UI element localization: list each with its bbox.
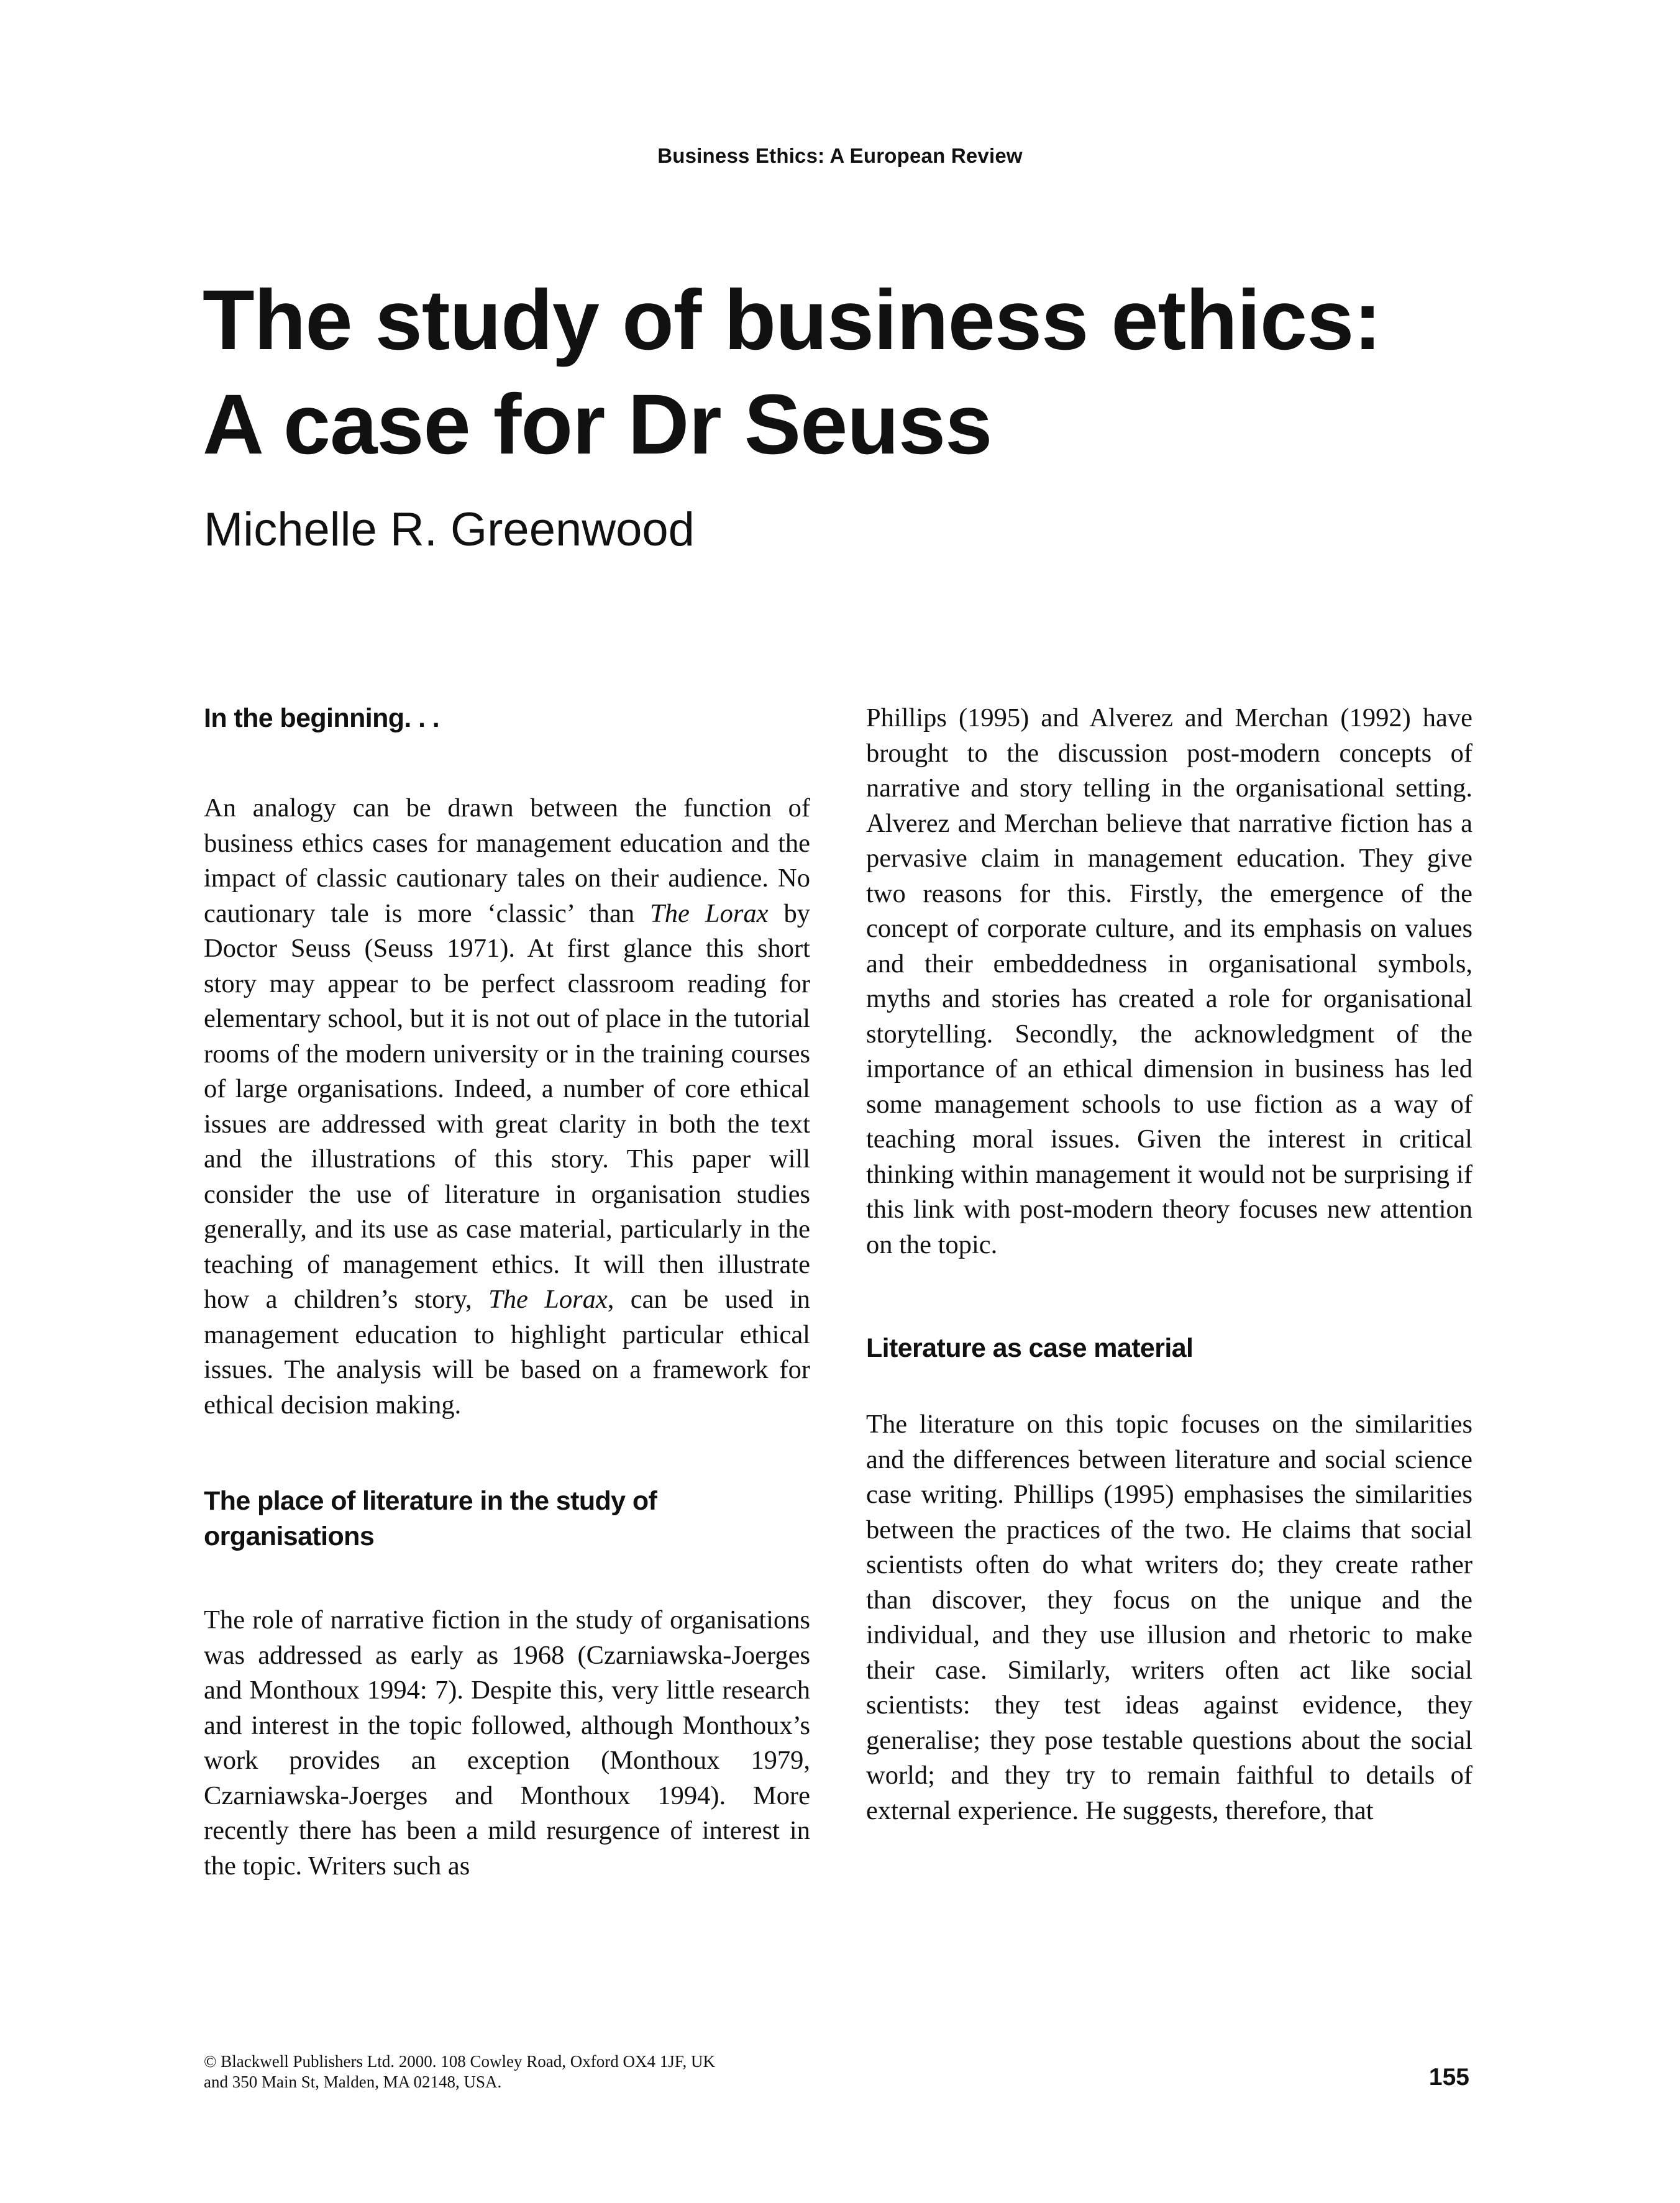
intro-text-b: by Doctor Seuss (Seuss 1971). At first glance this short story may appear to be perfect classroom reading for elementary school, but it is not out of place in the tutorial rooms of the modern university or in the training courses of large organisations. Indeed, a number of core ethical issues are addressed with great clarity in both the text and the illustrations of this story. This paper will consider the use of literature in organisation studies generally, and its use as case material, particularly in the teaching of management ethics. It will then illustrate how a children’s story, xyxy=(204,898,811,1314)
place-of-literature-paragraph: The role of narrative fiction in the study of organisations was addressed as early as 1968 (Czarniawska-Joerges and Monthoux 1994: 7). Despite this, very little research and interest in the topic followed, although Monthoux’s work provides an exception (Monthoux 1979, Czarniawska-Joerges and Monthoux 1994). More recently there has been a mild resurgence of interest in the topic. Writers such as xyxy=(204,1605,810,1881)
right-column xyxy=(866,701,1472,1828)
literature-case-material-paragraph: The literature on this topic focuses on the similarities and the differences between literature and social science case writing. Phillips (1995) emphasises the similarities between the practices of the two. He claims that social scientists often do what writers do; they create rather than discover, they focus on the unique and the individual, and they use illusion and rhetoric to make their case. Similarly, writers often act like social scientists: they test ideas against evidence, they generalise; they pose testable questions about the social world; and they try to remain faithful to details of external experience. He suggests, therefore, that xyxy=(866,1410,1472,1825)
intro-text-c: , can be used in management education to highlight particular ethical issues. The analysis will be based on a framework for ethical decision making. xyxy=(204,1285,810,1420)
intro-paragraph xyxy=(204,791,810,1423)
intro-text-a: An analogy can be drawn between the function of business ethics cases for management education and the impact of classic cautionary tales on their audience. No cautionary tale is more ‘classic’ than xyxy=(204,793,810,928)
journal-header: Business Ethics: A European Review xyxy=(657,144,1023,167)
book-title-lorax-2: The Lorax xyxy=(488,1285,608,1314)
article-title xyxy=(203,268,1538,477)
book-title-lorax: The Lorax xyxy=(650,898,769,928)
page-number: 155 xyxy=(1428,2064,1469,2091)
section-heading-literature-case-material: Literature as case material xyxy=(866,1333,1194,1363)
copyright-line-2: and 350 Main St, Malden, MA 02148, USA. xyxy=(204,2073,502,2091)
article-title-line-1: The study of business ethics: xyxy=(203,273,1381,368)
article-author: Michelle R. Greenwood xyxy=(204,503,695,556)
copyright-line-1: © Blackwell Publishers Ltd. 2000. 108 Cowley Road, Oxford OX4 1JF, UK xyxy=(204,2052,716,2071)
section-heading-place-of-literature: The place of literature in the study of organisations xyxy=(204,1486,657,1551)
article-title-line-2: A case for Dr Seuss xyxy=(203,377,992,472)
section-heading-beginning: In the beginning. . . xyxy=(204,703,440,733)
left-column xyxy=(204,701,810,1884)
place-of-literature-paragraph-continued: Phillips (1995) and Alverez and Merchan (1992) have brought to the discussion post-modern concepts of narrative and story telling in the organisational setting. Alverez and Merchan believe that narrative fiction has a pervasive claim in management education. They give two reasons for this. Firstly, the emergence of the concept of corporate culture, and its emphasis on values and their embeddedness in organisational symbols, myths and stories has created a role for organisational storytelling. Secondly, the acknowledgment of the importance of an ethical dimension in business has led some management schools to use fiction as a way of teaching moral issues. Given the interest in critical thinking within management it would not be surprising if this link with post-modern theory focuses new attention on the topic. xyxy=(866,703,1472,1259)
copyright-notice xyxy=(204,2051,825,2092)
